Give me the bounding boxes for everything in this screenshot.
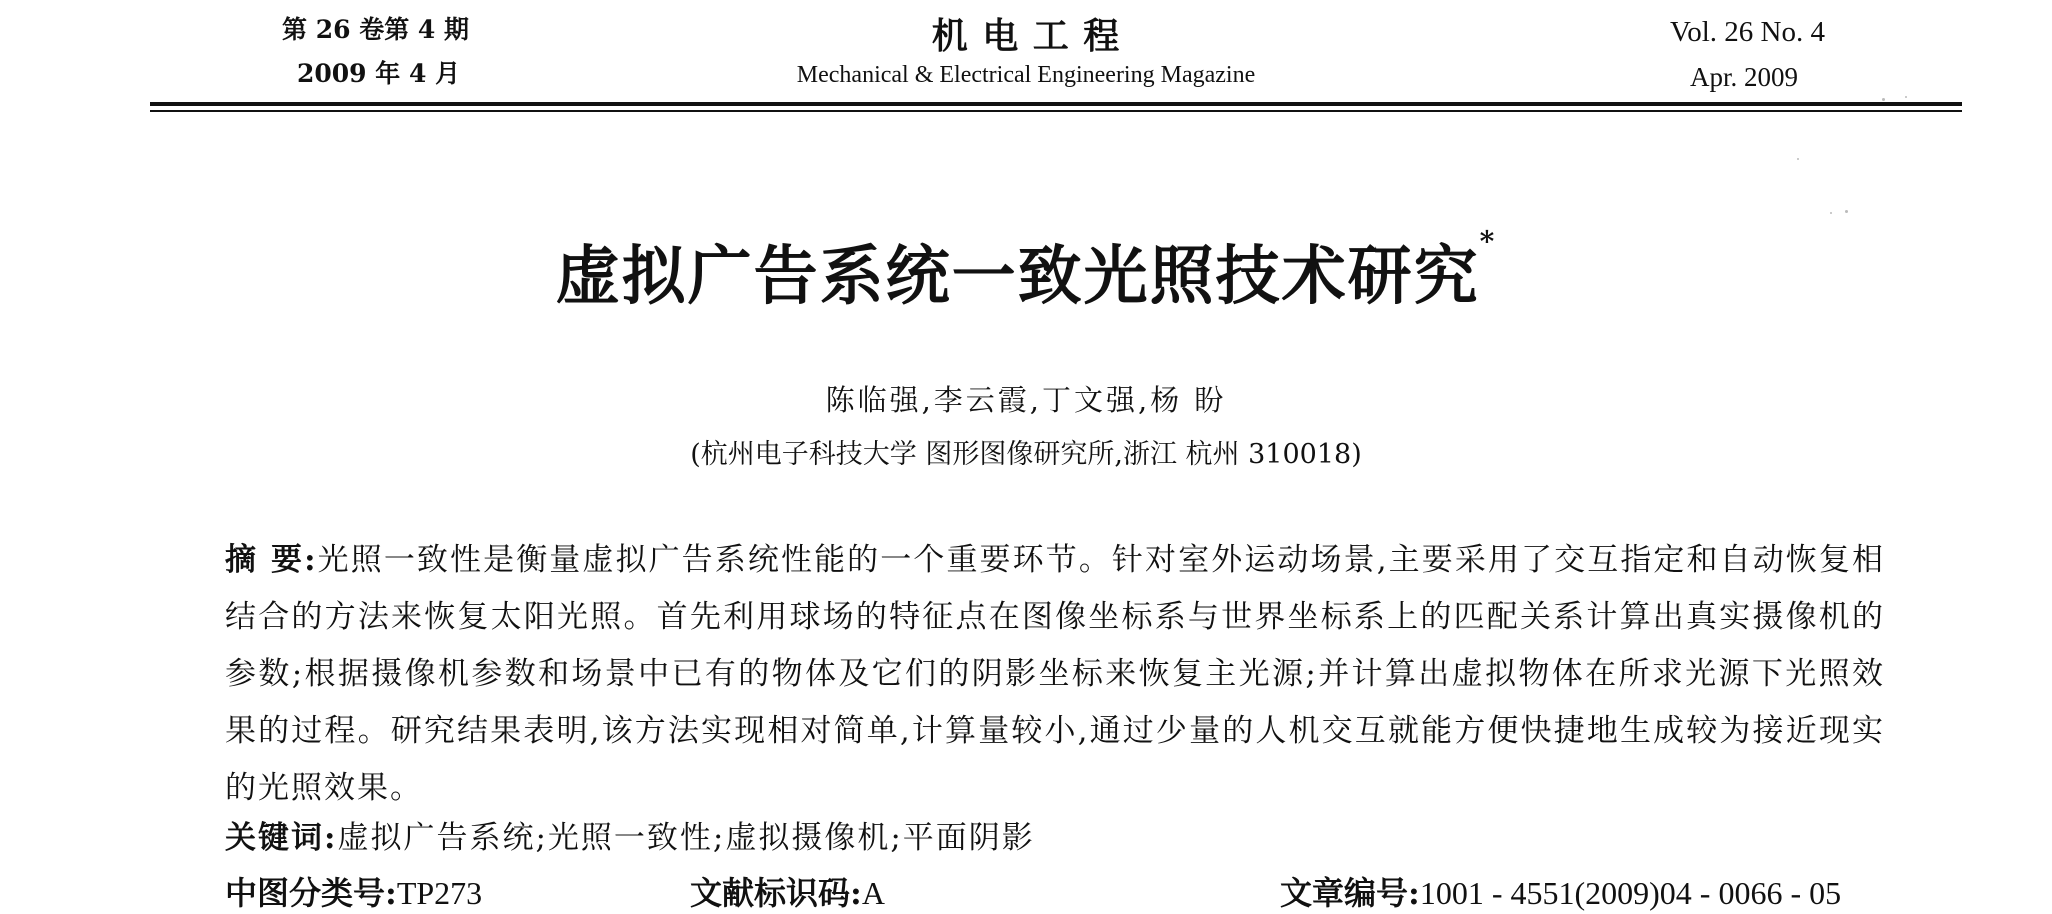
scan-speck <box>1882 98 1885 101</box>
article-title <box>0 225 2052 317</box>
article-number <box>1280 868 1841 914</box>
classification-number <box>225 868 482 914</box>
document-code <box>690 868 885 914</box>
publication-date-en: Apr. 2009 <box>1690 62 1798 92</box>
title-footnote-mark: * <box>1479 225 1497 258</box>
abstract-text: 光照一致性是衡量虚拟广告系统性能的一个重要环节。针对室外运动场景,主要采用了交互指定和自动恢复相结合的方法来恢复太阳光照。首先利用球场的特征点在图像坐标系与世界坐标系上的匹配关系计算出真实摄像机的参数;根据摄像机参数和场景中已有的物体及它们的阴影坐标来恢复主光源;并计算出虚拟物体在所求光源下光照效果的过程。研究结果表明,该方法实现相对简单,计算量较小,通过少量的人机交互就能方便快捷地生成较为接近现实的光照效果。 <box>225 542 1885 806</box>
scan-speck <box>1830 212 1832 214</box>
abstract <box>225 532 1885 817</box>
abstract-label: 摘 要: <box>225 542 318 578</box>
volume-issue-en: Vol. 26 No. 4 <box>1670 16 1825 48</box>
article-number-value: 1001 - 4551(2009)04 - 0066 - 05 <box>1419 875 1842 911</box>
scan-speck <box>1905 96 1907 98</box>
classification-label: 中图分类号: <box>225 874 397 912</box>
journal-name-en: Mechanical & Electrical Engineering Magazine <box>796 62 1256 88</box>
publication-date-cn: 2009 年 4 月 <box>297 59 461 88</box>
affiliation: (杭州电子科技大学 图形图像研究所,浙江 杭州 310018) <box>690 439 1362 470</box>
keywords-label: 关键词: <box>225 820 338 856</box>
scan-speck <box>1797 158 1799 160</box>
header-rule-thin <box>150 110 1962 112</box>
classification-value: TP273 <box>396 875 483 911</box>
document-code-label: 文献标识码: <box>690 874 862 912</box>
scan-speck <box>1845 210 1848 213</box>
author-list: 陈临强,李云霞,丁文强,杨 盼 <box>825 383 1227 417</box>
volume-issue-cn: 第 26 卷第 4 期 <box>282 15 469 44</box>
article-title-text: 虚拟广告系统一致光照技术研究 <box>555 239 1480 314</box>
header-rule-thick <box>150 102 1962 106</box>
journal-name-cn: 机 电 工 程 <box>931 15 1121 57</box>
keywords <box>225 812 1035 857</box>
keywords-text: 虚拟广告系统;光照一致性;虚拟摄像机;平面阴影 <box>337 820 1035 856</box>
document-code-value: A <box>861 875 885 911</box>
article-number-label: 文章编号: <box>1280 874 1420 912</box>
